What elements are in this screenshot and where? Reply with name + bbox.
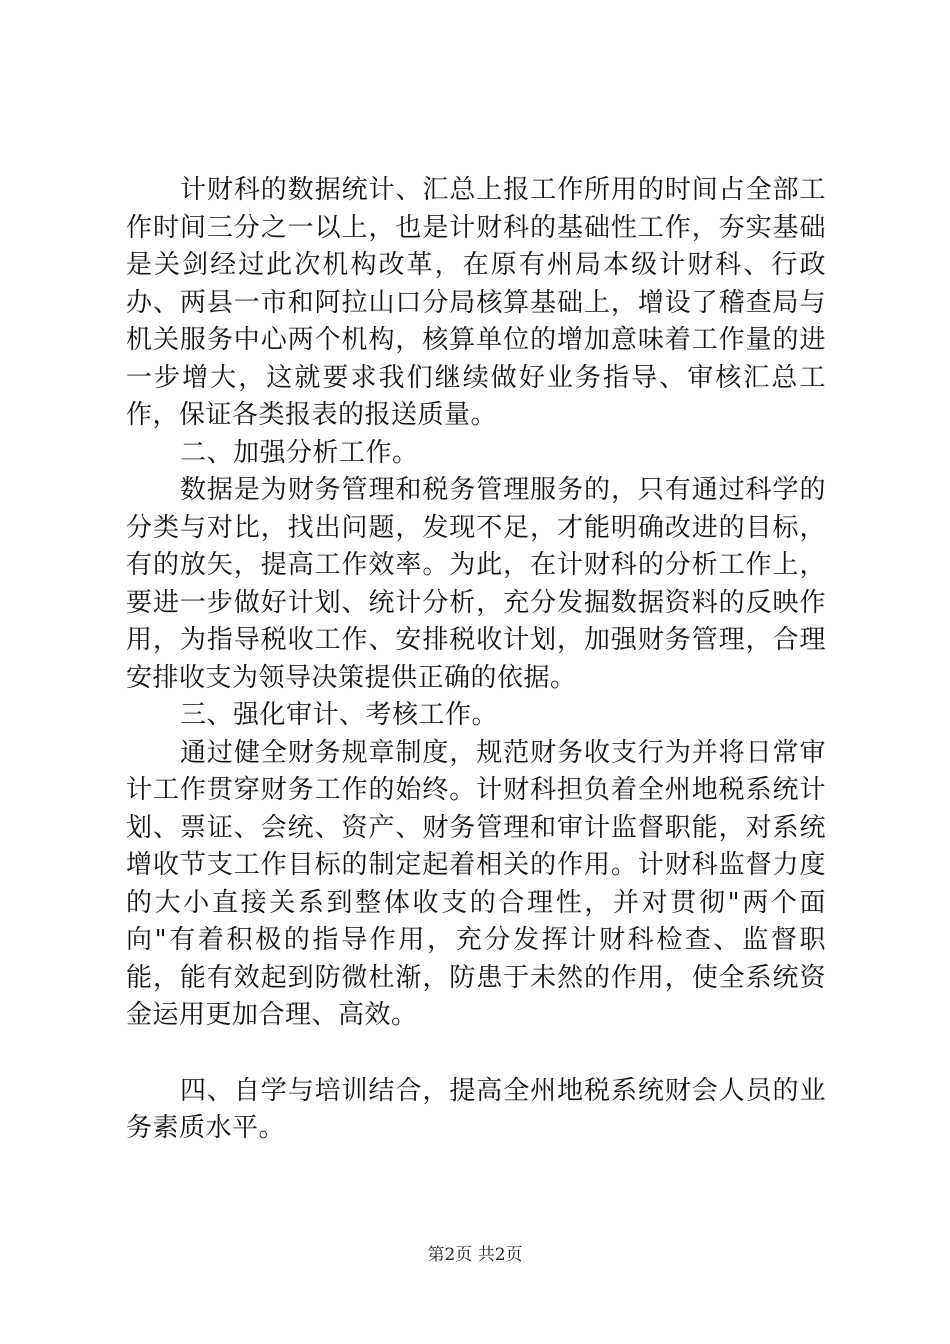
paragraph-analysis: 数据是为财务管理和税务管理服务的，只有通过科学的分类与对比，找出问题，发现不足，才能明确改进的目标，有的放矢，提高工作效率。为此，在计财科的分析工作上，要进一步做好计划、统计分析，充分发掘数据资料的反映作用，为指导税收工作、安排税收计划，加强财务管理，合理安排收支为领导决策提供正确的依据。 (126, 475, 826, 693)
paragraph-audit: 通过健全财务规章制度，规范财务收支行为并将日常审计工作贯穿财务工作的始终。计财科担负着全州地税系统计划、票证、会统、资产、财务管理和审计监督职能，对系统增收节支工作目标的制定起着相关的作用。计财科监督力度的大小直接关系到整体收支的合理性，并对贯彻"两个面向"有着积极的指导作用，充分发挥计财科检查、监督职能，能有效起到防微杜渐，防患于未然的作用，使全系统资金运用更加合理、高效。 (126, 737, 826, 1030)
page-number-footer: 第2页 共2页 (427, 1245, 523, 1265)
document-body (126, 172, 826, 1148)
heading-audit-assessment: 三、强化审计、考核工作。 (180, 700, 499, 730)
heading-training: 四、自学与培训结合，提高全州地税系统财会人员的业务素质水平。 (126, 1075, 826, 1143)
heading-strengthen-analysis: 二、加强分析工作。 (180, 437, 419, 468)
paragraph-data-reporting: 计财科的数据统计、汇总上报工作所用的时间占全部工作时间三分之一以上，也是计财科的基础性工作，夯实基础是关剑经过此次机构改革，在原有州局本级计财科、行政办、两县一市和阿拉山口分局核算基础上，增设了稽查局与机关服务中心两个机构，核算单位的增加意味着工作量的进一步增大，这就要求我们继续做好业务指导、审核汇总工作，保证各类报表的报送质量。 (126, 175, 826, 430)
